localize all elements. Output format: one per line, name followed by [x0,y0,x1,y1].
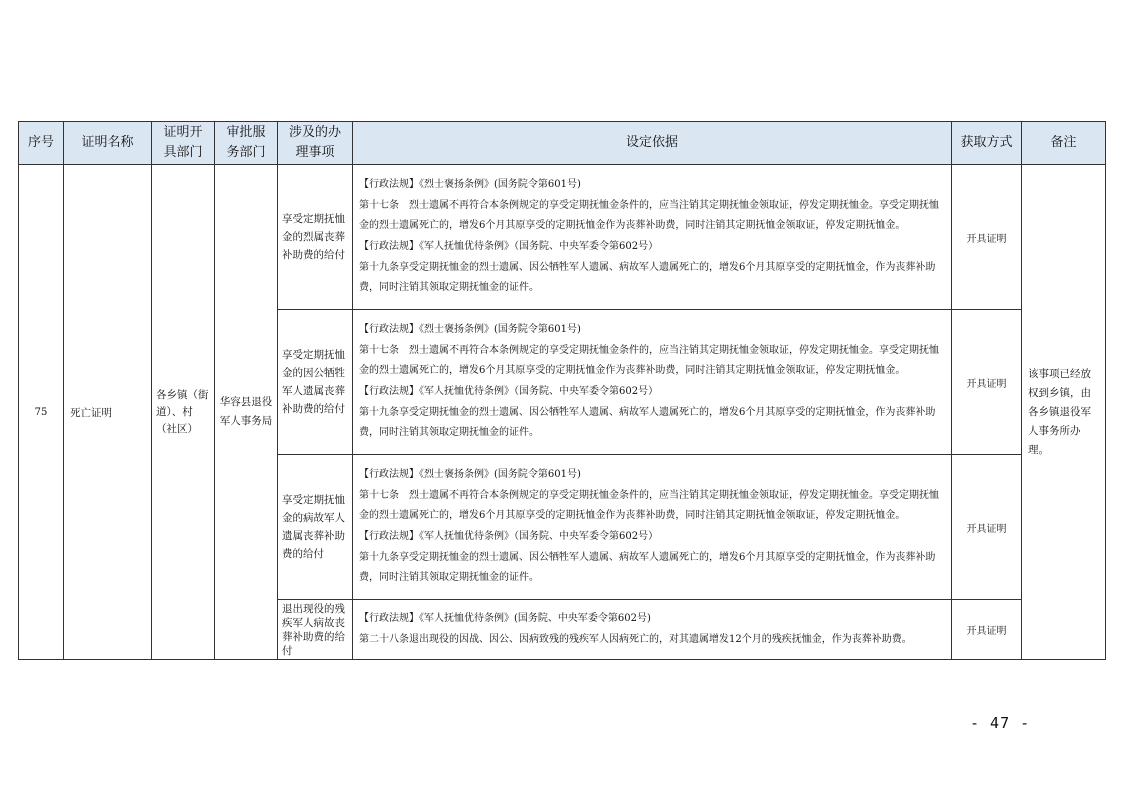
record-name: 死亡证明 [64,165,152,660]
header-obtain: 获取方式 [952,122,1022,165]
table-header-row [19,122,1106,165]
row-basis [353,310,952,455]
table-row [19,165,1106,310]
record-note: 该事项已经放权到乡镇，由各乡镇退役军人事务所办理。 [1022,165,1106,660]
header-approval-line2: 务部门 [226,145,266,160]
header-item-line2: 理事项 [295,145,335,160]
basis-line: 【行政法规】《军人抚恤优待条例》（国务院、中央军委令第602号） [359,386,659,397]
basis-line: 【行政法规】《军人抚恤优待条例》（国务院、中央军委令第602号） [359,531,659,542]
page-number: - 47 - [970,714,1031,732]
row-obtain: 开具证明 [952,310,1022,455]
header-dept [152,122,215,165]
header-basis: 设定依据 [353,122,952,165]
row-item: 退出现役的残疾军人病故丧葬补助费的给付 [278,600,353,660]
row-item: 享受定期抚恤金的烈属丧葬补助费的给付 [278,165,353,310]
header-item-line1: 涉及的办 [288,125,341,140]
header-dept-line1: 证明开 [163,125,203,140]
row-item: 享受定期抚恤金的因公牺牲军人遗属丧葬补助费的给付 [278,310,353,455]
row-basis [353,600,952,660]
header-seq: 序号 [19,122,64,165]
header-name: 证明名称 [64,122,152,165]
basis-line: 第十九条享受定期抚恤金的烈士遗属、因公牺牲军人遗属、病故军人遗属死亡的，增发6个月其原享受的定期抚恤金，作为丧葬补助费，同时注销其领取定期抚恤金的证件。 [359,551,936,584]
header-approval-line1: 审批服 [226,125,266,140]
row-item: 享受定期抚恤金的病故军人遗属丧葬补助费的给付 [278,455,353,600]
header-note: 备注 [1022,122,1106,165]
certificate-table [18,121,1106,660]
basis-line: 第十七条 烈士遗属不再符合本条例规定的享受定期抚恤金条件的，应当注销其定期抚恤金领取证，停发定期抚恤金。享受定期抚恤金的烈士遗属死亡的，增发6个月其原享受的定期抚恤金作为丧葬补助费，同时注销其定期抚恤金领取证，停发定期抚恤金。 [359,489,939,522]
basis-line: 第二十八条退出现役的因战、因公、因病致残的残疾军人因病死亡的，对其遗属增发12个月的残疾抚恤金，作为丧葬补助费。 [359,633,912,645]
basis-line: 【行政法规】《军人抚恤优待条例》(国务院、中央军委令第602号) [359,612,651,624]
record-seq: 75 [19,165,64,660]
basis-line: 第十七条 烈士遗属不再符合本条例规定的享受定期抚恤金条件的，应当注销其定期抚恤金领取证，停发定期抚恤金。享受定期抚恤金的烈士遗属死亡的，增发6个月其原享受的定期抚恤金作为丧葬补助费，同时注销其定期抚恤金领取证，停发定期抚恤金。 [359,199,939,232]
record-issuing-dept: 各乡镇（街道）、村（社区） [152,165,215,660]
basis-line: 【行政法规】《烈士褒扬条例》(国务院令第601号) [359,179,581,191]
row-basis [353,455,952,600]
header-approval [215,122,278,165]
row-obtain: 开具证明 [952,600,1022,660]
header-item [278,122,353,165]
basis-line: 第十九条享受定期抚恤金的烈士遗属、因公牺牲军人遗属、病故军人遗属死亡的，增发6个月其原享受的定期抚恤金，作为丧葬补助费，同时注销其领取定期抚恤金的证件。 [359,261,936,294]
basis-line: 【行政法规】《烈士褒扬条例》(国务院令第601号) [359,324,581,336]
basis-line: 【行政法规】《烈士褒扬条例》(国务院令第601号) [359,469,581,481]
row-basis [353,165,952,310]
basis-line: 第十七条 烈士遗属不再符合本条例规定的享受定期抚恤金条件的，应当注销其定期抚恤金领取证，停发定期抚恤金。享受定期抚恤金的烈士遗属死亡的，增发6个月其原享受的定期抚恤金作为丧葬补助费，同时注销其定期抚恤金领取证，停发定期抚恤金。 [359,344,939,377]
basis-line: 【行政法规】《军人抚恤优待条例》（国务院、中央军委令第602号） [359,241,659,252]
row-obtain: 开具证明 [952,455,1022,600]
row-obtain: 开具证明 [952,165,1022,310]
header-dept-line2: 具部门 [163,145,203,160]
basis-line: 第十九条享受定期抚恤金的烈士遗属、因公牺牲军人遗属、病故军人遗属死亡的，增发6个月其原享受的定期抚恤金，作为丧葬补助费，同时注销其领取定期抚恤金的证件。 [359,406,936,439]
record-approval-dept: 华容县退役军人事务局 [215,165,278,660]
